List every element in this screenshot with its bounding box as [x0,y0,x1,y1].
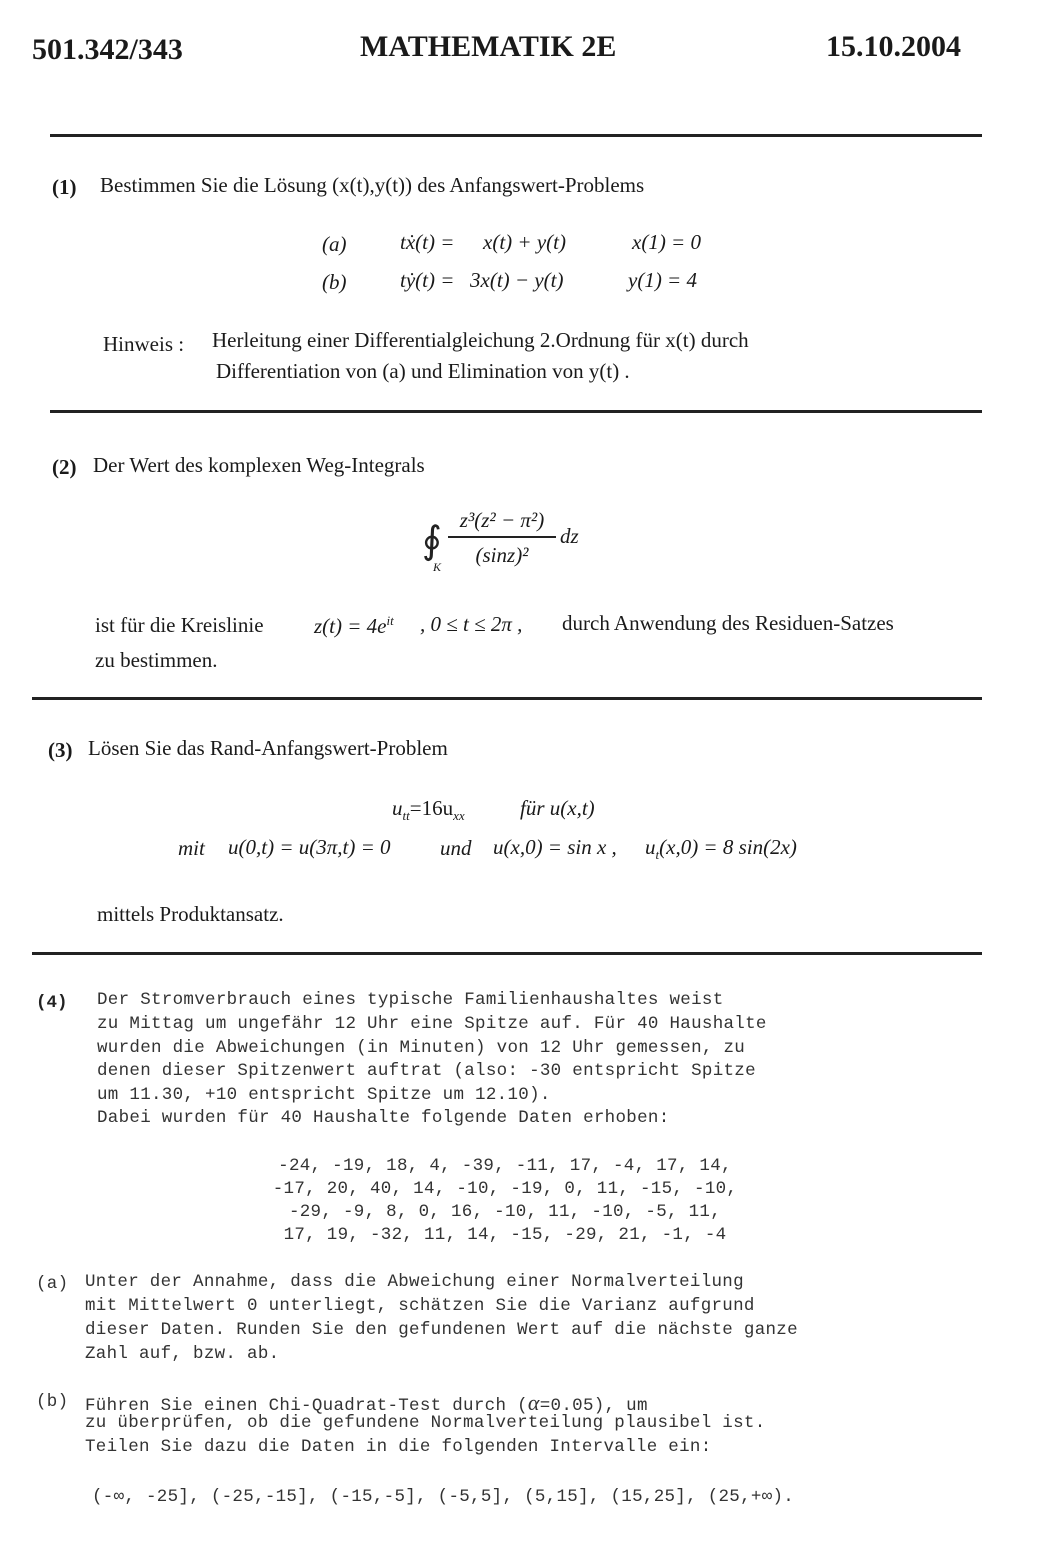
eq-a-rhs: x(t) + y(t) [483,230,566,254]
integral-denominator: (sinz)² [475,543,529,567]
circle-formula [314,613,394,639]
pde-u: u [392,796,403,820]
problem-4-number: (4) [36,993,68,1013]
problem-4-line-3: wurden die Abweichungen (in Minuten) von 12 Uhr gemessen, zu [97,1038,746,1058]
ic2-u: u [645,835,656,859]
fraction-bar [448,536,556,538]
intervals-list: (-∞, -25], (-25,-15], (-15,-5], (-5,5], (5,15], (15,25], (25,+∞). [92,1487,795,1507]
part-b-label: (b) [36,1392,69,1412]
pde-mid: =16u [409,796,454,820]
initial-condition-2 [645,835,797,863]
boundary-conditions: u(0,t) = u(3π,t) = 0 [228,835,391,859]
course-number: 501.342/343 [32,33,183,66]
part-b-line-3: Teilen Sie dazu die Daten in die folgenden Intervalle ein: [85,1437,712,1457]
eq-b-condition: y(1) = 4 [628,268,697,292]
divider-3 [32,952,982,955]
circle-range: , 0 ≤ t ≤ 2π , [420,612,523,636]
eq-a-condition: x(1) = 0 [632,230,701,254]
pde-for: für u(x,t) [520,796,595,820]
ic2-sub: t [655,847,660,863]
data-row-2: -17, 20, 40, 14, -10, -19, 0, 11, -15, -10, [272,1179,738,1199]
exam-date: 15.10.2004 [826,30,961,63]
data-row-4: 17, 19, -32, 11, 14, -15, -29, 21, -1, -4 [283,1225,727,1245]
part-b-line-1-end: =0.05), um [539,1396,648,1416]
problem-4-line-1: Der Stromverbrauch eines typische Familienhaushaltes weist [97,990,724,1010]
part-a-line-1: Unter der Annahme, dass die Abweichung einer Normalverteilung [85,1272,744,1292]
pde-mid-sub: xx [453,808,465,824]
problem-1-intro: Bestimmen Sie die Lösung (x(t),y(t)) des Anfangswert-Problems [100,173,645,197]
circle-formula-exponent: it [386,613,394,628]
problem-1-number: (1) [52,175,77,199]
ic2-rest: (x,0) = 8 sin(2x) [659,835,797,859]
eq-a-label: (a) [322,232,347,256]
hint-line-1: Herleitung einer Differentialgleichung 2.Ordnung für x(t) durch [212,328,749,352]
problem-4-line-2: zu Mittag um ungefähr 12 Uhr eine Spitze auf. Für 40 Haushalte [97,1014,767,1034]
contour-label: K [433,560,442,574]
problem-2-number: (2) [52,455,77,479]
divider-2 [32,697,982,700]
part-a-line-4: Zahl auf, bzw. ab. [85,1344,280,1364]
integral-numerator: z³(z² − π²) [459,508,545,532]
problem-3-closing: mittels Produktansatz. [97,902,284,926]
part-b-line-1-start: Führen Sie einen Chi-Quadrat-Test durch ( [85,1396,528,1416]
circle-text-a: ist für die Kreislinie [95,613,264,637]
circle-text-b: durch Anwendung des Residuen-Satzes [562,611,894,635]
problem-4-line-4: denen dieser Spitzenwert auftrat (also: -30 entspricht Spitze [97,1061,756,1081]
part-a-line-3: dieser Daten. Runden Sie den gefundenen Wert auf die nächste ganze [85,1320,798,1340]
eq-b-lhs: tẏ(t) = [400,268,455,292]
problem-2-intro: Der Wert des komplexen Weg-Integrals [93,453,425,477]
integral-differential: dz [560,524,579,548]
contour-integral-symbol: ∮ [422,518,442,562]
part-a-label: (a) [36,1274,69,1294]
eq-b-label: (b) [322,270,347,294]
divider-1 [50,410,982,413]
eq-a-lhs: tẋ(t) = [400,230,455,254]
alpha-symbol: α [527,1390,540,1415]
pde-equation [392,796,465,824]
circle-formula-base: z(t) = 4e [314,614,387,638]
part-b-line-2: zu überprüfen, ob die gefundene Normalverteilung plausibel ist. [85,1413,766,1433]
problem-4-line-5: um 11.30, +10 entspricht Spitze um 12.10). [97,1085,551,1105]
circle-text-line2: zu bestimmen. [95,648,218,672]
hint-label: Hinweis : [103,332,185,356]
divider-top [50,134,982,137]
initial-condition-1: u(x,0) = sin x , [493,835,617,859]
pde-u-sub: tt [402,808,410,824]
page-title: MATHEMATIK 2E [360,30,617,63]
bc-mit: mit [178,836,205,860]
hint-line-2: Differentiation von (a) und Elimination von y(t) . [216,359,630,383]
problem-3-number: (3) [48,738,73,762]
eq-b-rhs: 3x(t) − y(t) [470,268,564,292]
data-row-1: -24, -19, 18, 4, -39, -11, 17, -4, 17, 14, [278,1156,732,1176]
problem-3-intro: Lösen Sie das Rand-Anfangswert-Problem [88,736,448,760]
bc-und: und [440,836,472,860]
problem-4-line-6: Dabei wurden für 40 Haushalte folgende Daten erhoben: [97,1108,670,1128]
part-a-line-2: mit Mittelwert 0 unterliegt, schätzen Sie die Varianz aufgrund [85,1296,755,1316]
data-row-3: -29, -9, 8, 0, 16, -10, 11, -10, -5, 11, [288,1202,722,1222]
